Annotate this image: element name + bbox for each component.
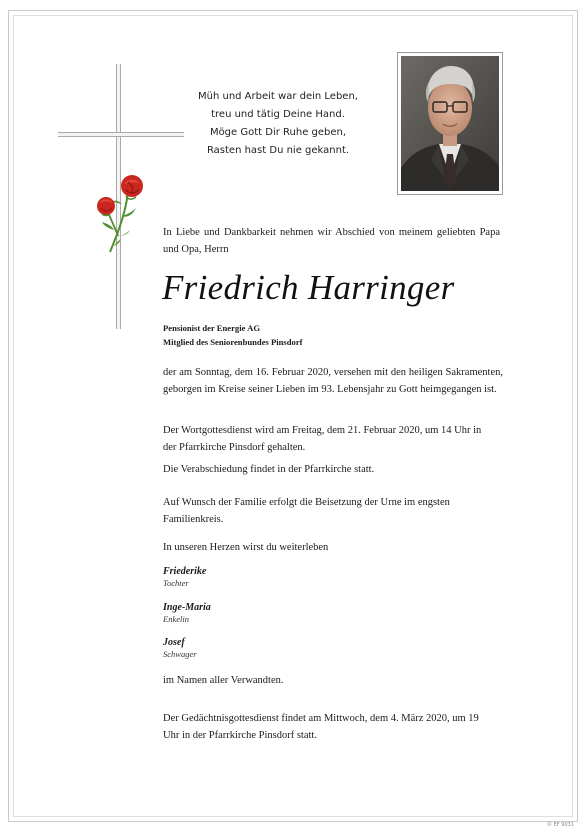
relative-name: Josef (163, 637, 185, 648)
relative-name: Friederike (163, 566, 207, 577)
remembrance-line: In unseren Herzen wirst du weiterleben (163, 542, 329, 553)
memorial-paragraph: Der Gedächtnisgottesdienst findet am Mittwoch, dem 4. März 2020, um 19 Uhr in der Pfarrkirche Pinsdorf statt. (163, 713, 479, 741)
poem-line: Möge Gott Dir Ruhe geben, (209, 127, 347, 138)
poem-line: Müh und Arbeit war dein Leben, (198, 91, 358, 102)
closing-line: im Namen aller Verwandten. (163, 675, 284, 686)
relative-entry (163, 566, 206, 589)
footnote-code: © EF 9031 (547, 822, 574, 828)
service-paragraph: Der Wortgottesdienst wird am Freitag, dem 21. Februar 2020, um 14 Uhr in der Pfarrkirche Pinsdorf gehalten. (163, 425, 482, 453)
relative-entry (163, 602, 211, 625)
death-notice-paragraph: der am Sonntag, dem 16. Februar 2020, versehen mit den heiligen Sakramenten, geborgen im Kreise seiner Lieben im 93. Lebensjahr zu Gott heimgegangen ist. (163, 367, 503, 395)
portrait-photo (401, 56, 499, 191)
relative-relation: Tochter (163, 578, 189, 588)
role-line: Mitglied des Seniorenbundes Pinsdorf (163, 337, 303, 347)
intro-text: In Liebe und Dankbarkeit nehmen wir Abschied von meinem geliebten Papa und Opa, Herrn (163, 227, 500, 255)
poem-line: Rasten hast Du nie gekannt. (206, 145, 350, 156)
deceased-name: Friedrich Harringer (162, 268, 455, 307)
farewell-paragraph: Die Verabschiedung findet in der Pfarrkirche statt. (163, 464, 375, 475)
relative-entry (163, 637, 197, 660)
poem (188, 88, 368, 160)
cross-horizontal-beam (58, 132, 184, 137)
relative-relation: Schwager (163, 649, 197, 659)
relative-name: Inge-Maria (163, 602, 211, 613)
roses-icon (92, 170, 154, 260)
urn-paragraph: Auf Wunsch der Familie erfolgt die Beisetzung der Urne im engsten Familienkreis. (163, 497, 450, 525)
deceased-roles (163, 321, 303, 349)
portrait-frame (397, 52, 503, 195)
relative-relation: Enkelin (163, 614, 189, 624)
role-line: Pensionist der Energie AG (163, 323, 260, 333)
poem-line: treu und tätig Deine Hand. (211, 109, 345, 120)
